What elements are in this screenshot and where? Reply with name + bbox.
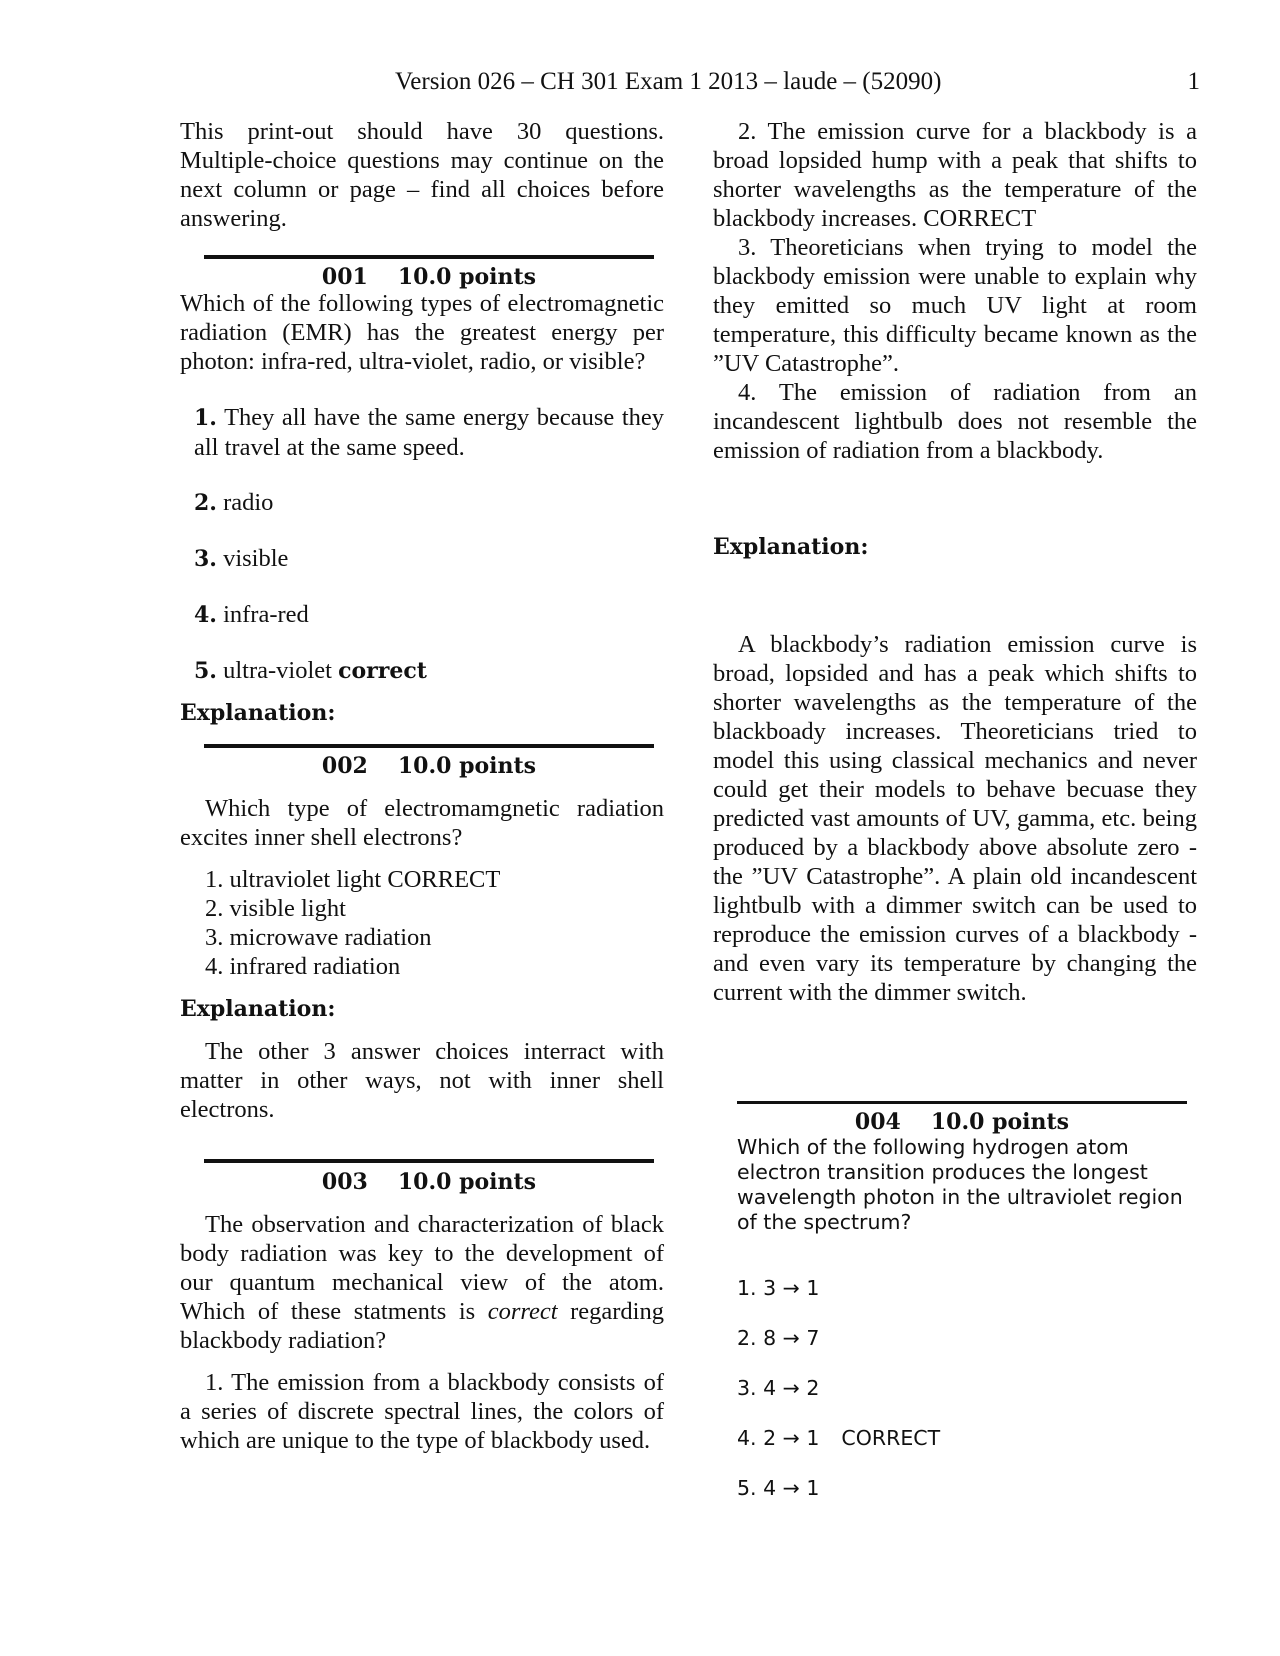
emphasis-text: correct [487, 1298, 558, 1325]
choice-number: 3. [194, 546, 217, 572]
left-column [180, 117, 664, 1455]
answer-list [205, 865, 664, 981]
choice-number: 5. [194, 658, 217, 684]
choice-text: They all have the same energy because they all travel at the same speed. [194, 404, 665, 461]
choice-text: ultra-violet [223, 657, 332, 684]
choice-text: infra-red [223, 601, 309, 628]
answer-choice: 4. infrared radiation [205, 953, 401, 980]
page-number: 1 [1187, 68, 1200, 95]
explanation-text: The other 3 answer choices interract with matter in other ways, not with inner shell electrons. [180, 1038, 664, 1123]
answer-choice [737, 1426, 1197, 1451]
document-title: Version 026 – CH 301 Exam 1 2013 – laude – (52090) [395, 68, 942, 95]
intro-text: This print-out should have 30 questions. Multiple-choice questions may continue on the next column or page – find all choices before answering. [180, 118, 664, 232]
question-points: 10.0 points [397, 753, 537, 779]
question-002-text: Which type of electromamgnetic radiation excites inner shell electrons? [180, 795, 664, 851]
answer-list [737, 1276, 1197, 1501]
explanation-text: A blackbody’s radiation emission curve is broad, lopsided and has a peak which shifts to shorter wavelengths as the temperature of the blackboady increases. Theoreticians tried to model this using classical mechanics and never could get their models to behave becuase they predicted vast amounts of UV, gamma, etc. being produced by a blackbody above absolute zero - the ”UV Catastrophe”. A plain old incandescent lightbulb with a dimmer switch can be used to reproduce the emission curves of a blackbody - and even vary its temperature by changing the current with the dimmer switch. [713, 631, 1197, 1006]
divider-rule [204, 255, 654, 259]
answer-choice [194, 488, 664, 518]
answer-choice: 2. The emission curve for a blackbody is a broad lopsided hump with a peak that shifts to shorter wavelengths as the temperature of the blackbody increases. CORRECT [713, 118, 1197, 232]
answer-choice: 1. ultraviolet light CORRECT [205, 866, 501, 893]
answer-choice: 3. microwave radiation [205, 924, 432, 951]
question-number: 002 [321, 753, 368, 779]
answer-choice: 2. visible light [205, 895, 346, 922]
question-number: 001 [321, 264, 368, 290]
question-text-part: The observation and characterization of black body radiation was key to the development of our quantum mechanical view of the atom. Which of these statments is [180, 1211, 664, 1325]
answer-choice [194, 544, 664, 574]
question-004-header [737, 1101, 1187, 1135]
explanation-label: Explanation: [180, 700, 336, 726]
answer-choice: 3. Theoreticians when trying to model the blackbody emission were unable to explain why they emitted so much UV light at room temperature, this difficulty became known as the ”UV Catastrophe”. [713, 234, 1197, 377]
answer-choice [194, 403, 664, 462]
question-003-text [180, 1210, 664, 1355]
correct-mark: CORRECT [841, 1426, 941, 1450]
answer-choice [194, 600, 664, 630]
explanation-label: Explanation: [713, 534, 869, 560]
question-004-text: Which of the following hydrogen atom electron transition produces the longest wavelength photon in the ultraviolet region of the spectrum? [737, 1135, 1183, 1234]
answer-choice: 1. 3 → 1 [737, 1276, 820, 1300]
answer-choice: 3. 4 → 2 [737, 1376, 820, 1400]
explanation-label: Explanation: [180, 996, 336, 1022]
choice-number: 4. [194, 602, 217, 628]
question-001-header [204, 255, 654, 292]
choice-text: 4. 2 → 1 [737, 1426, 820, 1450]
page-header [180, 64, 1200, 100]
question-number: 004 [854, 1109, 901, 1135]
divider-rule [737, 1101, 1187, 1104]
question-points: 10.0 points [397, 1169, 537, 1195]
answer-choice [194, 656, 664, 686]
answer-choice: 4. The emission of radiation from an incandescent lightbulb does not resemble the emission of radiation from a blackbody. [713, 379, 1197, 464]
answer-choice: 1. The emission from a blackbody consists of a series of discrete spectral lines, the colors of which are unique to the type of blackbody used. [180, 1369, 664, 1454]
right-column [713, 117, 1197, 1501]
correct-mark: correct [338, 658, 427, 684]
question-003-header [204, 1159, 654, 1197]
question-points: 10.0 points [930, 1109, 1070, 1135]
question-002-header [204, 744, 654, 781]
question-number: 003 [321, 1169, 368, 1195]
answer-choice: 2. 8 → 7 [737, 1326, 820, 1350]
choice-text: visible [223, 545, 289, 572]
divider-rule [204, 744, 654, 748]
choice-number: 1. [194, 405, 217, 431]
choice-text: radio [223, 489, 274, 516]
question-points: 10.0 points [397, 264, 537, 290]
question-001-text: Which of the following types of electromagnetic radiation (EMR) has the greatest energy per photon: infra-red, ultra-violet, radio, or visible? [180, 290, 664, 375]
divider-rule [204, 1159, 654, 1163]
choice-number: 2. [194, 490, 217, 516]
question-text-part: regarding blackbody radiation? [180, 1298, 664, 1354]
answer-choice: 5. 4 → 1 [737, 1476, 820, 1500]
